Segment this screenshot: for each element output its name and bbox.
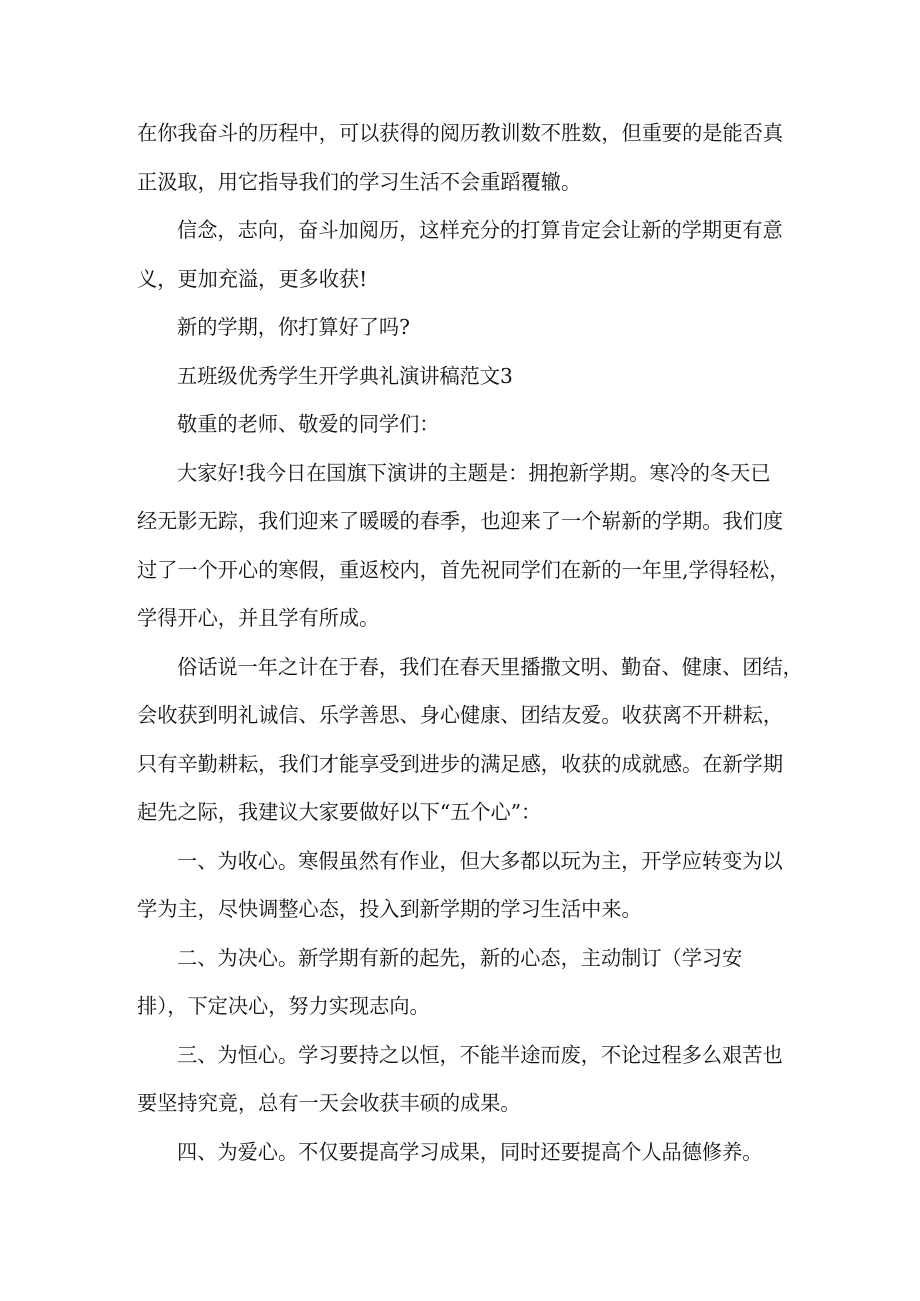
text-line: 过了一个开心的寒假，重返校内，首先祝同学们在新的一年里,学得轻松，: [137, 557, 790, 582]
text-line: 一、为收心。寒假虽然有作业，但大多都以玩为主，开学应转变为以: [177, 848, 783, 873]
text-line: 大家好!我今日在国旗下演讲的主题是：拥抱新学期。寒冷的冬天已: [177, 460, 771, 485]
text-line: 会收获到明礼诚信、乐学善思、身心健康、团结友爱。收获离不开耕耘，: [137, 703, 784, 727]
text-line: 俗话说一年之计在于春，我们在春天里播撒文明、勤奋、健康、团结，: [177, 654, 803, 679]
text-line: 二、为决心。新学期有新的起先，新的心态，主动制订（学习安: [177, 945, 743, 970]
text-line: 四、为爱心。不仅要提高学习成果，同时还要提高个人品德修养。: [177, 1139, 763, 1164]
document-page: [137, 109, 803, 1176]
text-line: 义，更加充溢，更多收获!: [137, 266, 368, 291]
text-line: 只有辛勤耕耘，我们才能享受到进步的满足感，收获的成就感。在新学期: [137, 751, 784, 776]
text-line: 起先之际，我建议大家要做好以下“五个心”：: [137, 800, 542, 824]
text-line: 学为主，尽快调整心态，投入到新学期的学习生活中来。: [137, 897, 642, 921]
text-line: 敬重的老师、敬爱的同学们：: [177, 412, 440, 436]
text-line: 三、为恒心。学习要持之以恒，不能半途而废，不论过程多么艰苦也: [177, 1042, 783, 1067]
text-line: 新的学期，你打算好了吗?: [177, 315, 410, 339]
text-line: 正汲取，用它指导我们的学习生活不会重蹈覆辙。: [137, 169, 582, 194]
text-line: 经无影无踪，我们迎来了暖暖的春季，也迎来了一个崭新的学期。我们度: [137, 509, 784, 533]
text-line: 五班级优秀学生开学典礼演讲稿范文3: [177, 363, 513, 388]
text-line: 信念，志向，奋斗加阅历，这样充分的打算肯定会让新的学期更有意: [177, 218, 783, 242]
text-line: 在你我奋斗的历程中，可以获得的阅历教训数不胜数，但重要的是能否真: [137, 121, 784, 145]
text-line: 要坚持究竟，总有一天会收获丰硕的成果。: [137, 1091, 521, 1115]
text-line: 排），下定决心，努力实现志向。: [137, 994, 430, 1018]
text-line: 学得开心，并且学有所成。: [137, 606, 380, 630]
